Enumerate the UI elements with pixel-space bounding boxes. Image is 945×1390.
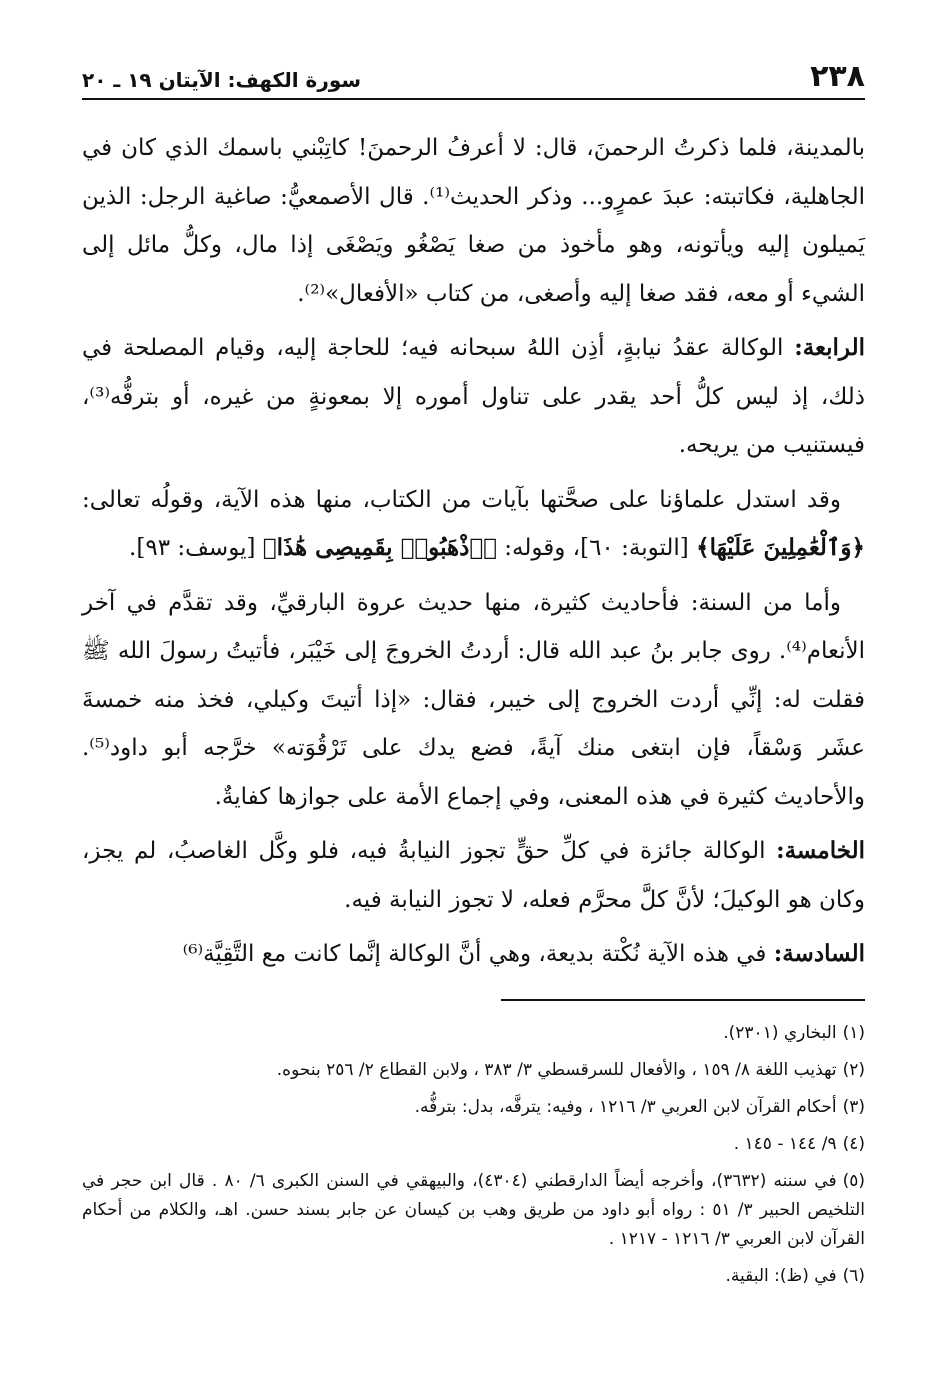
paragraph-2 (82, 324, 865, 470)
paragraph-3-text-a: وقد استدل علماؤنا على صحَّتها بآيات من الكتاب، منها هذه الآية، وقولُه تعالى: (82, 486, 841, 513)
footnotes (82, 1019, 865, 1291)
paragraph-4: وأما من السنة: فأحاديث كثيرة، منها حديث عروة البارقيِّ، وقد تقدَّم في آخر الأنعام⁽⁴⁾. روى جابر بنُ عبد الله قال: أردتُ الخروجَ إلى خَيْبَر، فأتيتُ رسولَ الله ﷺ فقلت له: إنِّي أردت الخروج إلى خيبر، فقال: «إذا أتيتَ وكيلي، فخذ منه خمسةَ عشَر وَسْقاً، فإن ابتغى منك آيةً، فضع يدك على تَرْقُوَته» خرَّجه أبو داود⁽⁵⁾. والأحاديث كثيرة في هذه المعنى، وفي إجماع الأمة على جوازها كفايةٌ. (82, 589, 865, 810)
paragraph-6-text: في هذه الآية نُكْتة بديعة، وهي أنَّ الوكالة إنَّما كانت مع التَّقِيَّة⁽⁶⁾ (182, 941, 774, 967)
paragraph-5-lead: الخامسة: (776, 837, 865, 864)
surah-title: سورة الكهف: الآيتان ١٩ ـ ٢٠ (82, 68, 362, 92)
footnote-text: في سننه (٣٦٣٢)، وأخرجه أيضاً الدارقطني (٤٣٠٤)، والبيهقي في السنن الكبرى ٦/ ٨٠ . قال ابن حجر في التلخيص الحبير ٣/ ٥١ : رواه أبو داود من طريق وهب بن كيسان عن جابر بسند حسن. اهـ، والكلام من أحكام القرآن لابن العربي ٣/ ١٢١٦ - ١٢١٧ . (82, 1170, 865, 1249)
footnote-4 (82, 1130, 865, 1159)
footnote-number: (٣) (842, 1096, 865, 1117)
paragraph-3-text-b: [التوبة: ٦٠]، وقوله: (496, 535, 697, 561)
footnote-text: البخاري (٢٣٠١). (723, 1022, 837, 1043)
footnote-number: (١) (842, 1022, 865, 1043)
paragraph-5 (82, 827, 865, 924)
paragraph-6-lead: السادسة: (773, 940, 865, 967)
paragraph-2-lead: الرابعة: (794, 334, 865, 361)
footnote-text: أحكام القرآن لابن العربي ٣/ ١٢١٦ ، وفيه: يترفَّه، بدل: بترفُّه. (414, 1096, 837, 1117)
footnote-text: تهذيب اللغة ٨/ ١٥٩ ، والأفعال للسرقسطي ٣/ ٣٨٣ ، ولابن القطاع ٢/ ٢٥٦ بنحوه. (276, 1059, 837, 1080)
footnote-text: في (ظ): البقية. (725, 1265, 837, 1286)
footnote-number: (٥) (842, 1170, 865, 1191)
footnote-number: (٦) (842, 1265, 865, 1286)
footnote-6 (82, 1262, 865, 1291)
paragraph-1: بالمدينة، فلما ذكرتُ الرحمنَ، قال: لا أعرفُ الرحمنَ! كاتِبْني باسمك الذي كان في الجاهلية، فكاتبته: عبدَ عمرٍو... وذكر الحديث⁽¹⁾. قال الأصمعيُّ: صاغية الرجل: الذين يَميلون إليه ويأتونه، وهو مأخوذ من صغا يَصْغُو ويَصْغَى إذا مال، وكلُّ مائل إلى الشيء أو معه، فقد صغا إليه وأصغى، من كتاب «الأفعال»⁽²⁾. (82, 135, 865, 307)
footnote-3 (82, 1093, 865, 1122)
footnote-text: ٩/ ١٤٤ - ١٤٥ . (733, 1133, 837, 1154)
footnote-1 (82, 1019, 865, 1048)
main-text (82, 124, 865, 979)
footnote-5 (82, 1167, 865, 1254)
page-number: ٢٣٨ (810, 59, 865, 94)
paragraph-2-text: الوكالة عقدُ نيابةٍ، أذِن اللهُ سبحانه فيه؛ للحاجة إليه، وقيام المصلحة في ذلك، إذ ليس كلُّ أحد يقدر على تناول أموره إلا بمعونةٍ من غيره، أو بترفُّه⁽³⁾، فيستنيب من يريحه. (82, 335, 865, 458)
quran-quote-2: ﴿ٱذْهَبُوا۟ بِقَمِيصِى هَٰذَا﴾ (262, 534, 497, 561)
paragraph-6 (82, 930, 865, 979)
footnote-number: (٤) (842, 1133, 865, 1154)
paragraph-3 (82, 476, 865, 573)
paragraph-3-text-c: [يوسف: ٩٣]. (129, 535, 263, 561)
footnote-2 (82, 1056, 865, 1085)
footnote-number: (٢) (842, 1059, 865, 1080)
footnote-divider (501, 999, 865, 1001)
quran-quote-1: ﴿وَٱلْعَٰمِلِينَ عَلَيْهَا﴾ (696, 534, 865, 561)
paragraph-5-text: الوكالة جائزة في كلِّ حقٍّ تجوز النيابةُ فيه، فلو وكَّل الغاصبُ، لم يجز، وكان هو الوكيلَ؛ لأنَّ كلَّ محرَّم فعله، لا تجوز النيابة فيه. (82, 838, 865, 913)
running-header (82, 59, 865, 100)
